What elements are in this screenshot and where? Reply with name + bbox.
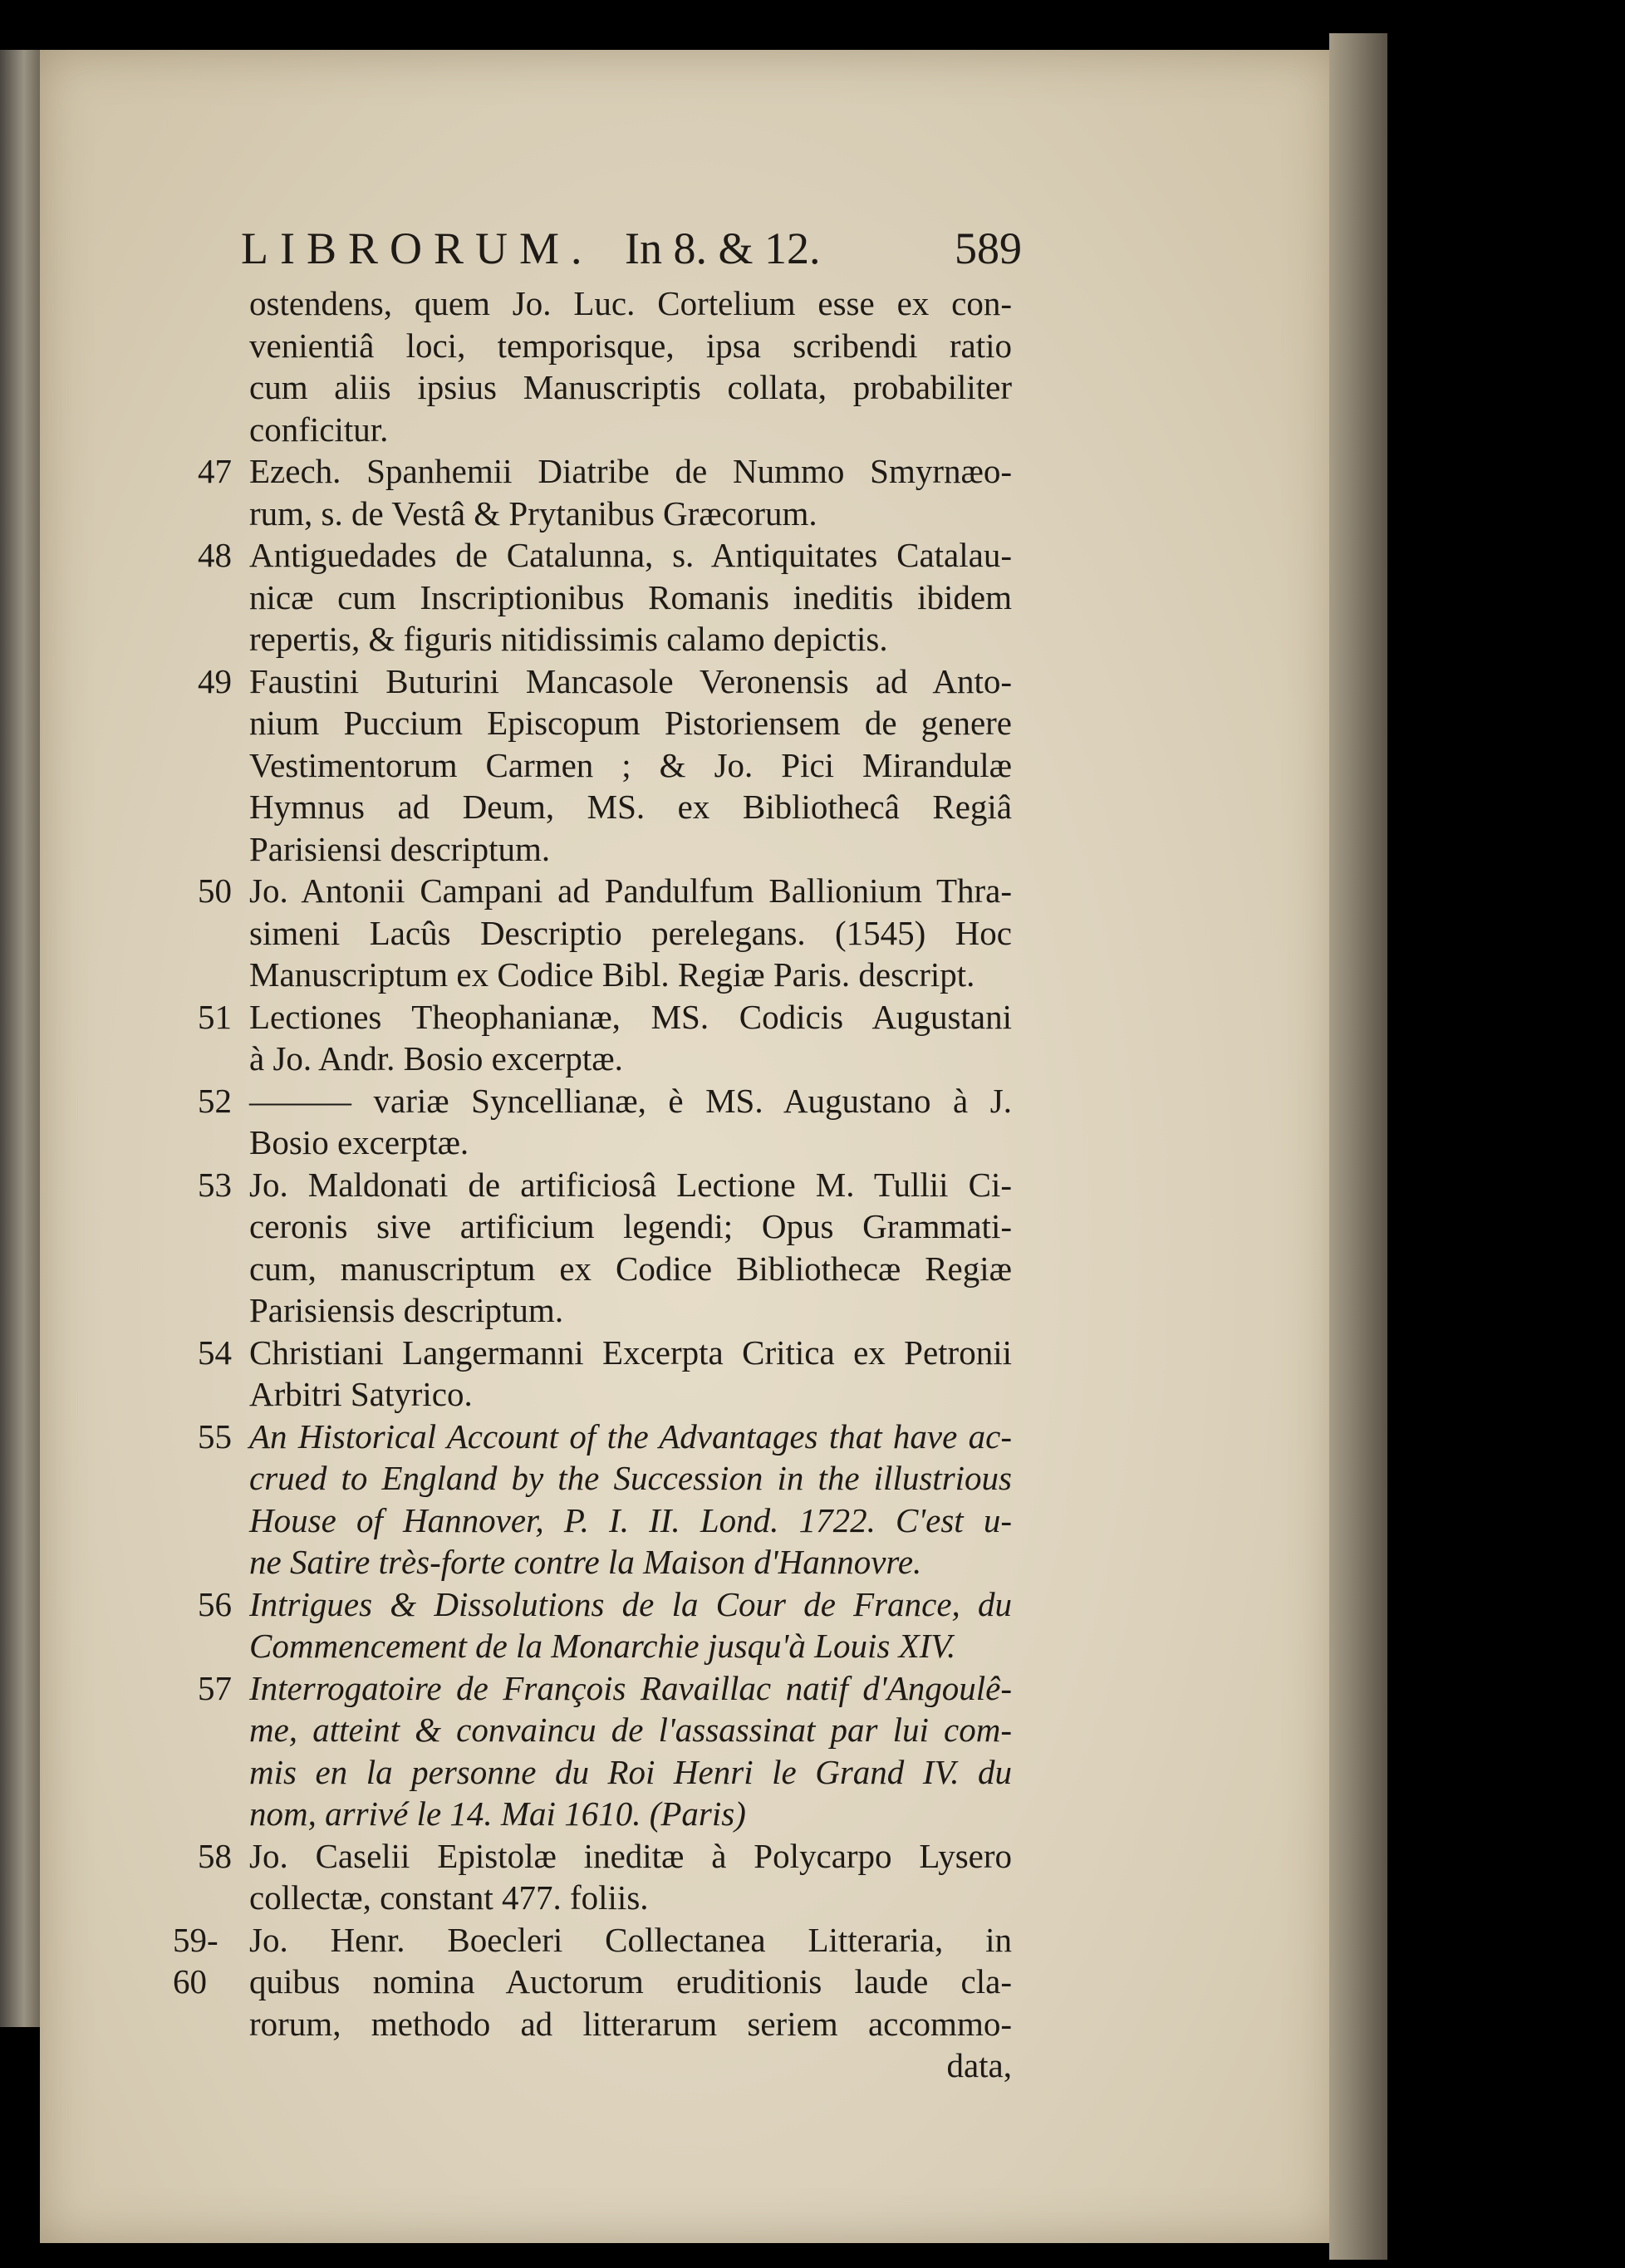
entry-line: Arbitri Satyrico. bbox=[249, 1375, 473, 1413]
catalogue-entry bbox=[198, 1835, 1012, 1919]
entry-line: Jo. Caselii Epistolæ ineditæ à Polycarpo Lysero bbox=[249, 1836, 1012, 1875]
right-page-edge bbox=[1329, 33, 1387, 2260]
entry-number: 59-60 bbox=[173, 1920, 218, 2000]
entry-line: crued to England by the Succession in the illustrious bbox=[249, 1459, 1012, 1497]
entry-line: Manuscriptum ex Codice Bibl. Regiæ Paris. descript. bbox=[249, 955, 975, 994]
entry-line: ne Satire très-forte contre la Maison d'Hannovre. bbox=[249, 1543, 922, 1581]
entry-line: Antiguedades de Catalunna, s. Antiquitates Catalau- bbox=[249, 536, 1012, 574]
entry-line: nicæ cum Inscriptionibus Romanis ineditis ibidem bbox=[249, 577, 1012, 616]
entry-line: Lectiones Theophanianæ, MS. Codicis Augustani bbox=[249, 997, 1012, 1036]
entry-line: collectæ, constant 477. foliis. bbox=[249, 1878, 649, 1917]
entry-number: 55 bbox=[198, 1416, 232, 1456]
entry-line: cum, manuscriptum ex Codice Bibliothecæ Regiæ bbox=[249, 1249, 1012, 1288]
entry-line: ostendens, quem Jo. Luc. Cortelium esse ex con- bbox=[249, 284, 1012, 322]
entry-number: 47 bbox=[198, 452, 232, 490]
entry-line: Vestimentorum Carmen ; & Jo. Pici Mirandulæ bbox=[249, 745, 1012, 784]
entry-number: 57 bbox=[198, 1668, 232, 1707]
entry-number: 48 bbox=[198, 536, 232, 574]
catalogue-entry bbox=[198, 870, 1012, 996]
left-page-edge bbox=[0, 50, 40, 2027]
entry-line: rorum, methodo ad litterarum seriem accommo- bbox=[249, 2004, 1012, 2043]
entry-line: conficitur. bbox=[249, 410, 389, 449]
page-number: 589 bbox=[955, 223, 1022, 273]
entry-number: 49 bbox=[198, 661, 232, 700]
catalogue-entry bbox=[198, 660, 1012, 871]
catalogue-entry bbox=[198, 1667, 1012, 1835]
entry-number: 53 bbox=[198, 1165, 232, 1204]
entry-line: Hymnus ad Deum, MS. ex Bibliothecâ Regiâ bbox=[249, 788, 1012, 826]
catalogue-entry bbox=[198, 996, 1012, 1080]
entry-line: Jo. Henr. Boecleri Collectanea Litteraria, in bbox=[249, 1920, 1012, 1959]
entry-line: cum aliis ipsius Manuscriptis collata, probabiliter bbox=[249, 368, 1012, 406]
entry-line: quibus nomina Auctorum eruditionis laude cla- bbox=[249, 1962, 1012, 2000]
entry-line: An Historical Account of the Advantages that have ac- bbox=[249, 1416, 1012, 1456]
entry-line: me, atteint & convaincu de l'assassinat par lui com- bbox=[249, 1711, 1012, 1749]
header-title: LIBRORUM. bbox=[241, 223, 594, 273]
entry-line: Parisiensis descriptum. bbox=[249, 1291, 564, 1329]
entry-line: nom, arrivé le 14. Mai 1610. (Paris) bbox=[249, 1794, 746, 1833]
entry-number: 52 bbox=[198, 1081, 232, 1120]
entry-line: Intrigues & Dissolutions de la Cour de France, du bbox=[249, 1584, 1012, 1623]
entry-line: à Jo. Andr. Bosio excerptæ. bbox=[249, 1039, 623, 1078]
catalogue-entries bbox=[173, 282, 1012, 2087]
entry-number: 50 bbox=[198, 871, 232, 910]
entry-line: ceronis sive artificium legendi; Opus Grammati- bbox=[249, 1207, 1012, 1245]
catalogue-entry bbox=[198, 282, 1012, 450]
entry-line: nium Puccium Episcopum Pistoriensem de genere bbox=[249, 704, 1012, 742]
entry-line: House of Hannover, P. I. II. Lond. 1722. C'est u- bbox=[249, 1500, 1012, 1539]
running-header bbox=[241, 223, 1022, 289]
entry-line: Parisiensi descriptum. bbox=[249, 829, 551, 868]
catalogue-entry bbox=[198, 1332, 1012, 1416]
catalogue-entry bbox=[198, 534, 1012, 660]
catalogue-entry bbox=[198, 1080, 1012, 1164]
entry-line: ——— variæ Syncellianæ, è MS. Augustano à J. bbox=[249, 1081, 1012, 1120]
entry-line: Commencement de la Monarchie jusqu'à Louis XIV. bbox=[249, 1627, 956, 1665]
entry-line: Interrogatoire de François Ravaillac natif d'Angoulê- bbox=[249, 1668, 1012, 1707]
entry-line: Ezech. Spanhemii Diatribe de Nummo Smyrnæo- bbox=[249, 452, 1012, 490]
entry-line: simeni Lacûs Descriptio perelegans. (1545) Hoc bbox=[249, 913, 1012, 952]
catalogue-entry bbox=[198, 450, 1012, 534]
header-format: In 8. & 12. bbox=[625, 223, 821, 273]
entry-line: venientiâ loci, temporisque, ipsa scribendi ratio bbox=[249, 326, 1012, 365]
catalogue-entry bbox=[198, 1164, 1012, 1332]
entry-number: 51 bbox=[198, 997, 232, 1036]
entry-line: Faustini Buturini Mancasole Veronensis ad Anto- bbox=[249, 661, 1012, 700]
entry-line: repertis, & figuris nitidissimis calamo depictis. bbox=[249, 620, 888, 658]
catchword: data, bbox=[946, 2046, 1012, 2084]
entry-line: Christiani Langermanni Excerpta Critica ex Petronii bbox=[249, 1333, 1012, 1372]
entry-line: Bosio excerptæ. bbox=[249, 1123, 469, 1161]
catalogue-entry bbox=[198, 1416, 1012, 1583]
entry-line: mis en la personne du Roi Henri le Grand IV. du bbox=[249, 1752, 1012, 1791]
catalogue-entry bbox=[173, 1919, 1012, 2045]
catalogue-entry bbox=[198, 1583, 1012, 1667]
entry-number bbox=[198, 282, 249, 450]
entry-number: 54 bbox=[198, 1333, 232, 1372]
entry-number: 58 bbox=[198, 1836, 232, 1875]
entry-line: Jo. Maldonati de artificiosâ Lectione M. Tullii Ci- bbox=[249, 1165, 1012, 1204]
entry-line: Jo. Antonii Campani ad Pandulfum Ballionium Thra- bbox=[249, 871, 1012, 910]
entry-line: rum, s. de Vestâ & Prytanibus Græcorum. bbox=[249, 493, 817, 533]
entry-number: 56 bbox=[198, 1584, 232, 1623]
